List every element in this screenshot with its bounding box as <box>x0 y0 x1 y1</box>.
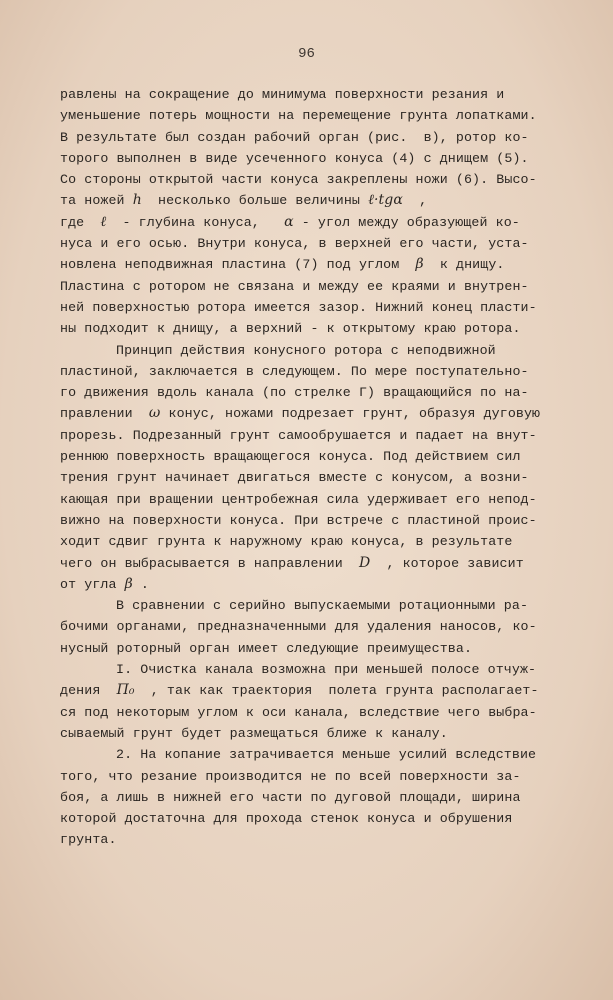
text-span: - угол между образующей ко- <box>293 214 520 230</box>
page-number: 96 <box>298 46 315 62</box>
text-line: В сравнении с серийно выпускаемыми ротационными ра- <box>116 598 529 614</box>
text-line: ходит сдвиг грунта к наружному краю конуса, в результате <box>60 534 513 550</box>
text-line <box>60 403 580 424</box>
math-symbol: β <box>415 256 424 273</box>
text-line: боя, а лишь в нижней его части по дуговой площади, ширина <box>60 789 521 805</box>
math-symbol: h <box>132 192 142 209</box>
text-line: пластиной, заключается в следующем. По мере поступательно- <box>60 363 529 379</box>
text-line: нусный роторный орган имеет следующие преимущества. <box>60 640 473 656</box>
math-symbol: П₀ <box>116 682 135 699</box>
text-span: новлена неподвижная пластина (7) под углом <box>60 257 416 273</box>
text-line: того, что резание производится не по всей поверхности за- <box>60 768 521 784</box>
text-span: , так как траектория полета грунта располагает- <box>134 683 539 699</box>
text-line: прорезь. Подрезанный грунт самообрушается и падает на внут- <box>60 427 537 443</box>
text-line: бочими органами, предназначенными для удаления наносов, ко- <box>60 619 537 635</box>
text-line: Принцип действия конусного ротора с неподвижной <box>116 342 496 358</box>
text-line: В результате был создан рабочий орган (рис. в), ротор ко- <box>60 129 529 145</box>
text-line: Пластина с ротором не связана и между ее краями и внутрен- <box>60 278 529 294</box>
text-line: торого выполнен в виде усеченного конуса (4) с днищем (5). <box>60 150 529 166</box>
text-line <box>60 190 580 211</box>
text-span: конус, ножами подрезает грунт, образуя дуговую <box>160 406 541 422</box>
text-line <box>60 212 580 233</box>
text-line: сываемый грунт будет размещаться ближе к каналу. <box>60 725 448 741</box>
text-line: вижно на поверхности конуса. При встрече с пластиной проис- <box>60 512 537 528</box>
text-line: кающая при вращении центробежная сила удерживает его непод- <box>60 491 537 507</box>
text-line: го движения вдоль канала (по стрелке Г) вращающийся по на- <box>60 385 529 401</box>
text-span: правлении <box>60 406 149 422</box>
text-line: I. Очистка канала возможна при меньшей полосе отчуж- <box>116 662 537 678</box>
text-line: ны подходит к днищу, а верхний - к открытому краю ротора. <box>60 321 521 337</box>
math-symbol: β <box>124 575 133 592</box>
math-symbol: α <box>284 213 294 230</box>
math-symbol: ℓ <box>100 213 107 230</box>
text-line <box>60 553 580 574</box>
text-line <box>60 680 580 701</box>
text-span: где <box>60 214 101 230</box>
text-line: трения грунт начинает двигаться вместе с конусом, а возни- <box>60 470 529 486</box>
text-line: 2. На копание затрачивается меньше усилий вследствие <box>116 747 537 763</box>
text-span: дения <box>60 683 117 699</box>
math-symbol: ℓ·tgα <box>368 192 403 209</box>
text-line <box>60 254 580 275</box>
text-span: . <box>132 576 150 592</box>
body-text <box>60 84 580 851</box>
text-span: чего он выбрасывается в направлении <box>60 555 359 571</box>
math-symbol: D <box>358 554 371 571</box>
text-span: несколько больше величины <box>141 193 369 209</box>
text-line: грунта. <box>60 832 117 848</box>
text-line: которой достаточна для прохода стенок конуса и обрушения <box>60 811 513 827</box>
text-line: равлены на сокращение до минимума поверхности резания и <box>60 87 505 102</box>
text-span: к днищу. <box>423 257 505 273</box>
text-span: та ножей <box>60 193 133 209</box>
text-span: , которое зависит <box>370 555 524 571</box>
math-symbol: ω <box>148 405 161 422</box>
text-span: - глубина конуса, <box>106 214 285 230</box>
text-line: нуса и его осью. Внутри конуса, в верхней его части, уста- <box>60 236 529 252</box>
text-span: , <box>402 193 428 209</box>
text-line: Со стороны открытой части конуса закреплены ножи (6). Высо- <box>60 172 537 188</box>
text-line: реннюю поверхность вращающегося конуса. Под действием сил <box>60 449 521 465</box>
text-line <box>60 574 580 595</box>
text-line: уменьшение потерь мощности на перемещение грунта лопатками. <box>60 108 537 124</box>
text-line: ся под некоторым углом к оси канала, вследствие чего выбра- <box>60 704 537 720</box>
text-span: от угла <box>60 576 125 592</box>
text-line: ней поверхностью ротора имеется зазор. Нижний конец пласти- <box>60 299 537 315</box>
